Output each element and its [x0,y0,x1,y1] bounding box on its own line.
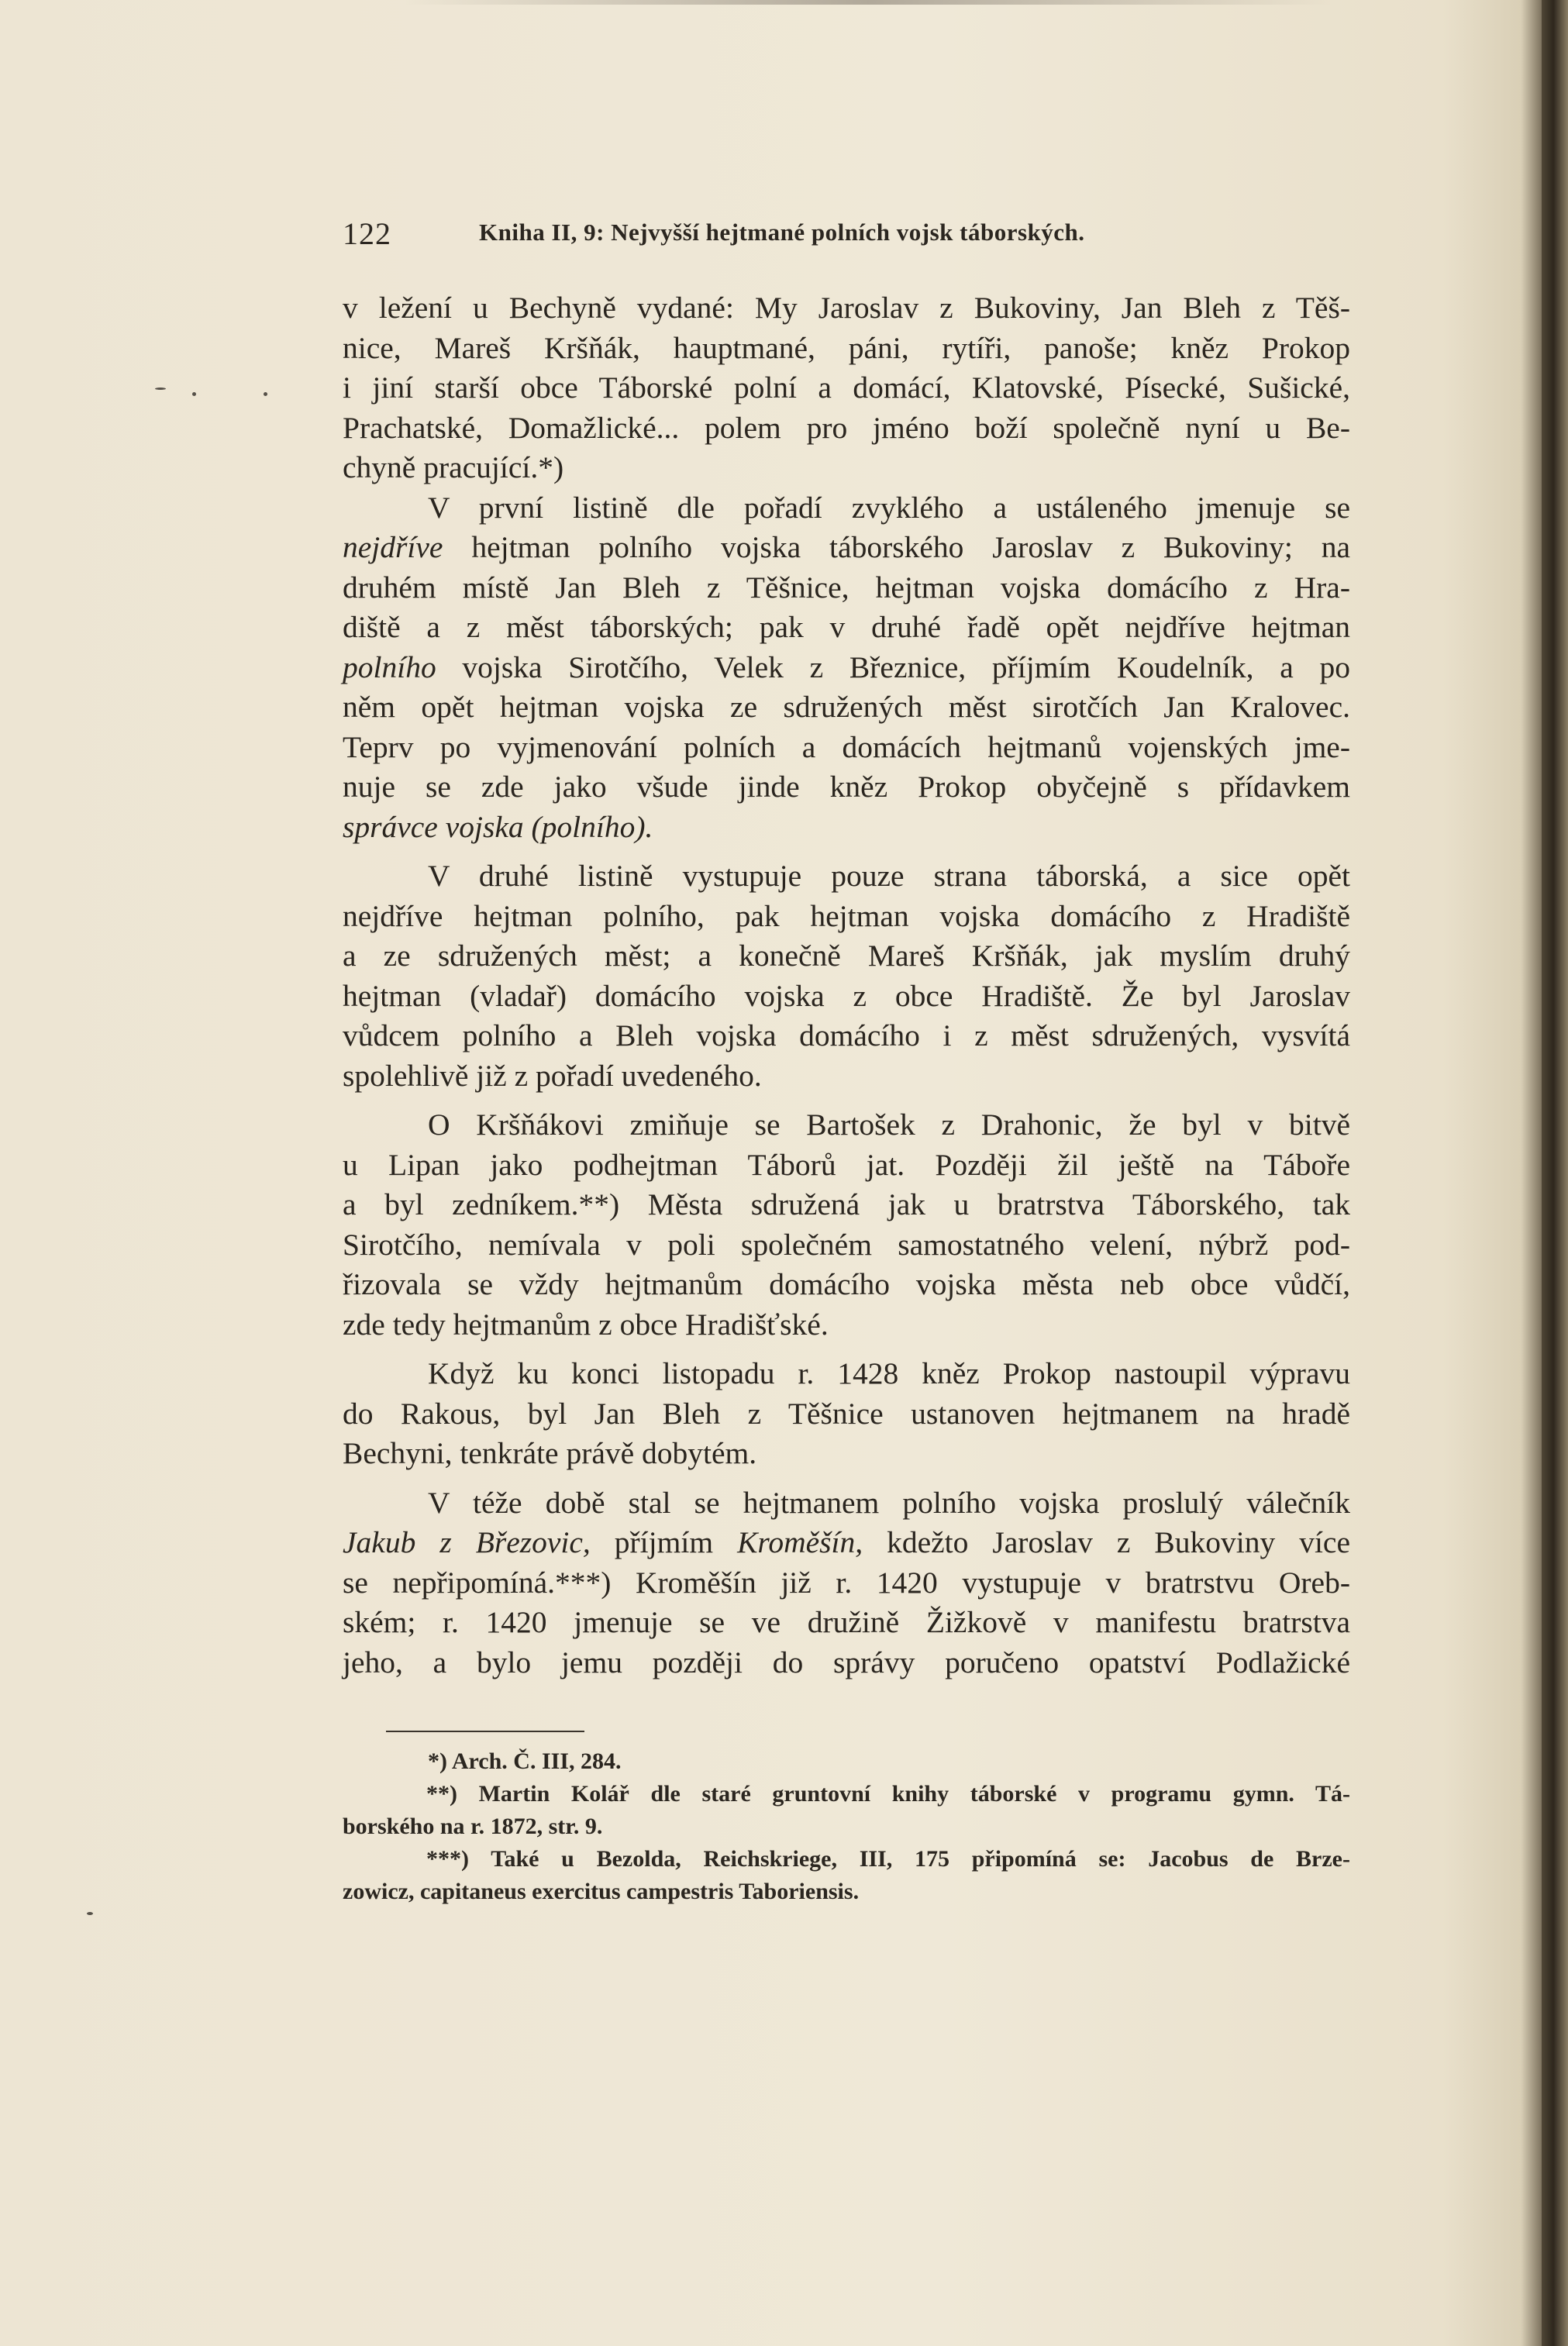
text-line: v ležení u Bechyně vydané: My Jaroslav z Bukoviny, Jan Bleh z Těš- [343,291,1350,325]
paragraph-gap [343,847,1350,856]
text-line: u Lipan jako podhejtman Táborů jat. Později žil ještě na Táboře [343,1147,1350,1182]
footnote-line: **) Martin Kolář dle staré gruntovní knihy táborské v programu gymn. Tá- [426,1781,1350,1807]
footnote-line: zowicz, capitaneus exercitus campestris Taboriensis. [343,1879,860,1904]
margin-speck [155,388,166,390]
text-line: druhém místě Jan Bleh z Těšnice, hejtman vojska domácího z Hra- [343,570,1350,605]
italic-text: polního [343,649,436,684]
text-line [343,808,1350,848]
text-run: příjmím [590,1525,738,1559]
text-line: jeho, a bylo jemu později do správy poručeno opatství Podlažické [343,1645,1350,1679]
italic-text: nejdříve [343,530,443,564]
text-line: se nepřipomíná.***) Kroměšín již r. 1420 vystupuje v bratrstvu Oreb- [343,1565,1350,1600]
text-line: a ze sdružených měst; a konečně Mareš Kršňák, jak myslím druhý [343,939,1350,973]
text-line [343,1523,1350,1563]
text-line: Prachatské, Domažlické... polem pro jméno boží společně nyní u Be- [343,410,1350,445]
text-line: i jiní starší obce Táborské polní a domácí, Klatovské, Písecké, Sušické, [343,370,1350,405]
top-edge-shadow [403,0,1333,5]
text-line: nice, Mareš Kršňák, hauptmané, páni, rytíři, panoše; kněz Prokop [343,330,1350,365]
binding-shadow [1542,0,1568,2346]
text-line: Sirotčího, nemívala v poli společném samostatného velení, nýbrž pod- [343,1227,1350,1262]
text-line: zde tedy hejtmanům z obce Hradišťské. [343,1307,829,1342]
italic-text: Kroměšín, [737,1525,863,1559]
footnote-line: ***) Také u Bezolda, Reichskriege, III, 175 připomíná se: Jacobus de Brze- [426,1846,1350,1872]
running-head: Kniha II, 9: Nejvyšší hejtmané polních vojsk táborských. [479,219,1085,246]
text-run: hejtman polního vojska táborského Jaroslav z Bukoviny; na [443,530,1350,564]
text-line [343,648,1350,688]
text-line: nejdříve hejtman polního, pak hejtman vojska domácího z Hradiště [343,898,1350,933]
text-line: spolehlivě již z pořadí uvedeného. [343,1058,762,1093]
paragraph-gap [343,1474,1350,1483]
text-line: něm opět hejtman vojska ze sdružených měst sirotčích Jan Kralovec. [343,690,1350,724]
text-line: Teprv po vyjmenování polních a domácích hejtmanů vojenských jme- [343,729,1350,764]
text-line: ském; r. 1420 jmenuje se ve družině Žižkově v manifestu bratrstva [343,1605,1350,1639]
margin-speck [264,392,267,396]
footnotes [343,1745,1350,1908]
paragraph-gap [343,1345,1350,1354]
margin-speck [192,392,196,396]
text-line: V druhé listině vystupuje pouze strana táborská, a sice opět [428,859,1350,893]
text-run: kdežto Jaroslav z Bukoviny více [863,1525,1350,1559]
text-run: vojska Sirotčího, Velek z Březnice, příjmím Koudelník, a po [436,649,1350,684]
text-line: Bechyni, tenkráte právě dobytém. [343,1436,757,1470]
text-line: Když ku konci listopadu r. 1428 kněz Prokop nastoupil výpravu [428,1356,1350,1390]
paragraph-gap [343,1096,1350,1105]
footnote-line: borského na r. 1872, str. 9. [343,1814,603,1839]
text-line: vůdcem polního a Bleh vojska domácího i z měst sdružených, vysvítá [343,1018,1350,1052]
text-line: nuje se zde jako všude jinde kněz Prokop obyčejně s přídavkem [343,770,1350,804]
italic-text: Jakub z Březovic, [343,1525,591,1559]
text-line [343,528,1350,568]
body-text [343,288,1350,1683]
footnote-rule [386,1731,584,1732]
text-line: do Rakous, byl Jan Bleh z Těšnice ustanoven hejtmanem na hradě [343,1396,1350,1431]
text-line: řizovala se vždy hejtmanům domácího vojska města neb obce vůdčí, [343,1267,1350,1301]
footnote-line: *) Arch. Č. III, 284. [428,1748,622,1774]
margin-speck [87,1912,93,1915]
page-header [343,215,1358,257]
text-line: hejtman (vladař) domácího vojska z obce Hradiště. Že byl Jaroslav [343,978,1350,1013]
text-line: V první listině dle pořadí zvyklého a ustáleného jmenuje se [428,490,1350,525]
text-line: diště a z měst táborských; pak v druhé řadě opět nejdříve hejtman [343,610,1350,644]
text-line: O Kršňákovi zmiňuje se Bartošek z Drahonic, že byl v bitvě [428,1108,1350,1142]
text-line: chyně pracující.*) [343,450,564,484]
text-line: a byl zedníkem.**) Města sdružená jak u bratrstva Táborského, tak [343,1187,1350,1221]
text-line: V téže době stal se hejtmanem polního vojska proslulý válečník [428,1485,1350,1520]
italic-text: správce vojska (polního). [343,809,653,844]
page-number: 122 [343,216,391,251]
